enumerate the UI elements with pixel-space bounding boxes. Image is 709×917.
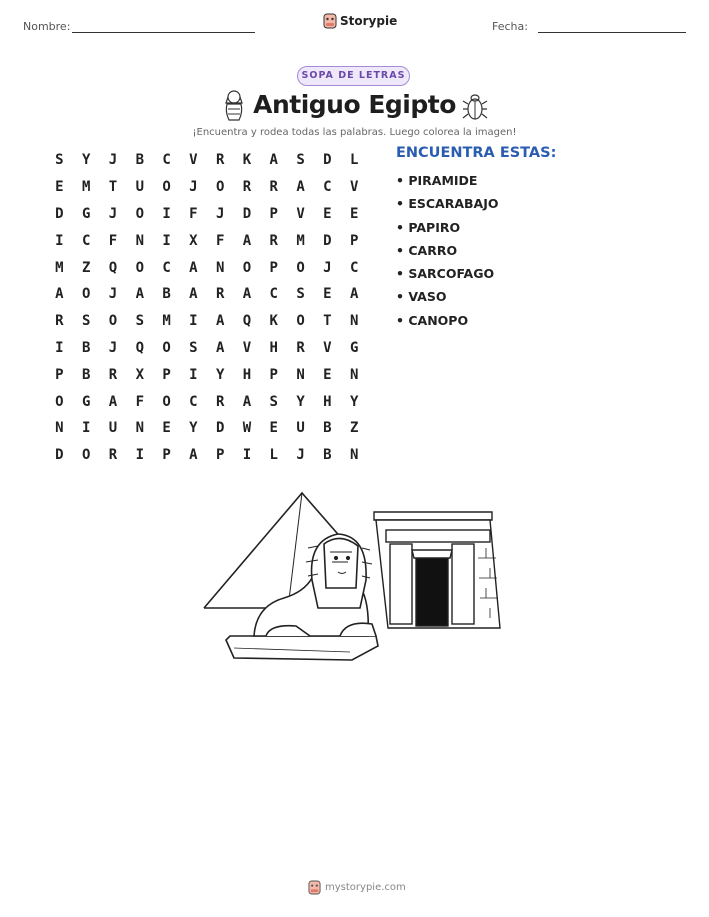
- grid-cell: K: [242, 152, 252, 169]
- grid-cell: J: [108, 205, 118, 222]
- date-line: [538, 32, 686, 33]
- grid-cell: P: [269, 259, 278, 276]
- grid-cell: F: [189, 205, 198, 222]
- grid-cell: N: [349, 366, 359, 383]
- grid-cell: E: [269, 420, 278, 437]
- word-list-item: • CANOPO: [396, 312, 469, 328]
- storypie-mascot-icon: [323, 13, 337, 29]
- grid-cell: N: [349, 447, 359, 464]
- grid-cell: N: [135, 420, 144, 437]
- grid-cell: O: [135, 205, 144, 222]
- grid-cell: O: [135, 259, 144, 276]
- page-title: Antiguo Egipto: [253, 90, 456, 119]
- word-list-item: • SARCOFAGO: [396, 266, 495, 282]
- grid-row: [46, 361, 368, 388]
- grid-cell: S: [189, 339, 198, 356]
- grid-cell: F: [135, 393, 144, 410]
- grid-cell: J: [108, 339, 118, 356]
- grid-cell: M: [55, 259, 64, 276]
- grid-cell: R: [269, 179, 278, 196]
- grid-cell: U: [108, 420, 118, 437]
- grid-cell: O: [162, 339, 171, 356]
- grid-cell: N: [135, 232, 144, 249]
- name-label: Nombre:: [23, 20, 71, 33]
- grid-cell: M: [162, 313, 171, 330]
- name-line: [72, 32, 255, 33]
- grid-cell: A: [296, 179, 305, 196]
- brand-logo: [323, 13, 397, 29]
- grid-cell: S: [269, 393, 278, 410]
- grid-cell: A: [242, 286, 252, 303]
- grid-cell: O: [55, 393, 64, 410]
- grid-cell: S: [55, 152, 64, 169]
- grid-cell: N: [55, 420, 64, 437]
- grid-cell: P: [269, 205, 278, 222]
- grid-cell: C: [349, 259, 359, 276]
- grid-cell: B: [323, 420, 332, 437]
- grid-cell: W: [242, 420, 252, 437]
- grid-row: [46, 442, 368, 469]
- grid-cell: N: [296, 366, 305, 383]
- grid-cell: F: [215, 232, 225, 249]
- grid-cell: X: [135, 366, 144, 383]
- grid-cell: D: [55, 447, 64, 464]
- grid-cell: C: [81, 232, 91, 249]
- word-list: [396, 172, 499, 335]
- grid-cell: S: [296, 286, 305, 303]
- word-list-item: • CARRO: [396, 242, 458, 258]
- grid-cell: Y: [189, 420, 198, 437]
- grid-cell: Z: [81, 259, 91, 276]
- grid-cell: O: [242, 259, 252, 276]
- grid-cell: B: [162, 286, 171, 303]
- grid-cell: A: [242, 393, 252, 410]
- grid-row: [46, 415, 368, 442]
- grid-row: [46, 308, 368, 335]
- grid-cell: D: [323, 232, 332, 249]
- grid-cell: Y: [81, 152, 91, 169]
- grid-cell: P: [162, 447, 171, 464]
- grid-cell: V: [296, 205, 305, 222]
- grid-cell: S: [296, 152, 305, 169]
- grid-cell: R: [269, 232, 278, 249]
- grid-cell: Q: [108, 259, 118, 276]
- grid-row: [46, 227, 368, 254]
- word-list-item: • ESCARABAJO: [396, 196, 499, 212]
- grid-cell: B: [135, 152, 144, 169]
- grid-cell: J: [108, 152, 118, 169]
- grid-cell: A: [269, 152, 278, 169]
- grid-cell: V: [349, 179, 359, 196]
- grid-cell: R: [215, 286, 225, 303]
- grid-cell: R: [108, 447, 118, 464]
- grid-cell: E: [323, 205, 332, 222]
- grid-cell: A: [349, 286, 359, 303]
- grid-cell: B: [81, 366, 91, 383]
- grid-cell: G: [349, 339, 359, 356]
- grid-cell: I: [162, 205, 171, 222]
- grid-cell: J: [215, 205, 225, 222]
- grid-cell: R: [215, 152, 225, 169]
- grid-cell: P: [162, 366, 171, 383]
- grid-cell: I: [135, 447, 144, 464]
- grid-cell: H: [269, 339, 278, 356]
- grid-cell: A: [189, 447, 198, 464]
- grid-cell: T: [108, 179, 118, 196]
- grid-cell: O: [215, 179, 225, 196]
- grid-cell: L: [269, 447, 278, 464]
- grid-cell: S: [135, 313, 144, 330]
- grid-cell: O: [108, 313, 118, 330]
- grid-cell: N: [215, 259, 225, 276]
- grid-row: [46, 174, 368, 201]
- grid-row: [46, 201, 368, 228]
- grid-cell: C: [323, 179, 332, 196]
- grid-cell: E: [349, 205, 359, 222]
- word-search-grid: [46, 147, 368, 469]
- word-list-title: ENCUENTRA ESTAS:: [396, 145, 557, 161]
- grid-cell: M: [81, 179, 91, 196]
- grid-cell: C: [189, 393, 198, 410]
- word-list-item: • VASO: [396, 289, 447, 305]
- grid-cell: L: [349, 152, 359, 169]
- grid-cell: I: [242, 447, 252, 464]
- grid-cell: I: [189, 313, 198, 330]
- grid-cell: I: [55, 232, 64, 249]
- grid-cell: I: [55, 339, 64, 356]
- word-list-item: • PIRAMIDE: [396, 173, 478, 188]
- brand-name: Storypie: [340, 14, 398, 28]
- grid-cell: A: [189, 259, 198, 276]
- grid-cell: C: [269, 286, 278, 303]
- grid-cell: Y: [349, 393, 359, 410]
- grid-cell: B: [81, 339, 91, 356]
- storypie-mascot-icon: [308, 880, 321, 895]
- grid-row: [46, 254, 368, 281]
- grid-cell: O: [81, 286, 91, 303]
- grid-cell: H: [323, 393, 332, 410]
- grid-cell: R: [108, 366, 118, 383]
- grid-cell: O: [162, 393, 171, 410]
- grid-cell: P: [215, 447, 225, 464]
- grid-cell: V: [189, 152, 198, 169]
- grid-cell: Q: [242, 313, 252, 330]
- grid-cell: R: [215, 393, 225, 410]
- sphinx-base: [226, 636, 378, 660]
- grid-cell: M: [296, 232, 305, 249]
- grid-cell: D: [215, 420, 225, 437]
- grid-cell: A: [108, 393, 118, 410]
- grid-cell: Y: [215, 366, 225, 383]
- grid-row: [46, 335, 368, 362]
- grid-cell: C: [162, 152, 171, 169]
- grid-cell: A: [135, 286, 144, 303]
- grid-cell: X: [189, 232, 198, 249]
- grid-cell: Y: [296, 393, 305, 410]
- grid-cell: O: [296, 313, 305, 330]
- scarab-icon: [462, 92, 488, 122]
- grid-cell: C: [162, 259, 171, 276]
- grid-cell: G: [81, 205, 91, 222]
- footer: [308, 880, 406, 895]
- grid-cell: A: [215, 339, 225, 356]
- grid-cell: U: [296, 420, 305, 437]
- grid-cell: R: [55, 313, 64, 330]
- grid-cell: D: [323, 152, 332, 169]
- grid-cell: A: [55, 286, 64, 303]
- grid-cell: F: [108, 232, 118, 249]
- grid-cell: J: [296, 447, 305, 464]
- grid-cell: H: [242, 366, 252, 383]
- grid-cell: N: [349, 313, 359, 330]
- grid-cell: I: [189, 366, 198, 383]
- grid-cell: V: [323, 339, 332, 356]
- grid-row: [46, 147, 368, 174]
- grid-cell: P: [269, 366, 278, 383]
- grid-cell: E: [162, 420, 171, 437]
- grid-cell: U: [135, 179, 144, 196]
- instructions: ¡Encuentra y rodea todas las palabras. Luego colorea la imagen!: [192, 127, 517, 138]
- grid-cell: O: [296, 259, 305, 276]
- activity-badge: SOPA DE LETRAS: [297, 66, 410, 86]
- grid-cell: V: [242, 339, 252, 356]
- sphinx-pyramid-temple-illustration: [200, 488, 510, 668]
- grid-cell: A: [242, 232, 252, 249]
- grid-cell: D: [242, 205, 252, 222]
- grid-cell: J: [189, 179, 198, 196]
- grid-cell: B: [323, 447, 332, 464]
- grid-cell: P: [349, 232, 359, 249]
- grid-row: [46, 388, 368, 415]
- grid-cell: S: [81, 313, 91, 330]
- grid-cell: K: [269, 313, 278, 330]
- grid-cell: A: [189, 286, 198, 303]
- grid-cell: J: [108, 286, 118, 303]
- grid-cell: E: [323, 286, 332, 303]
- word-list-item: • PAPIRO: [396, 219, 461, 235]
- grid-cell: D: [55, 205, 64, 222]
- grid-cell: R: [296, 339, 305, 356]
- grid-cell: E: [323, 366, 332, 383]
- grid-cell: R: [242, 179, 252, 196]
- grid-cell: T: [323, 313, 332, 330]
- temple: [374, 512, 500, 628]
- sphinx: [254, 534, 376, 636]
- grid-cell: P: [55, 366, 64, 383]
- footer-url: mystorypie.com: [325, 882, 406, 893]
- grid-cell: A: [215, 313, 225, 330]
- grid-cell: O: [81, 447, 91, 464]
- grid-cell: Z: [349, 420, 359, 437]
- grid-cell: I: [81, 420, 91, 437]
- grid-cell: J: [323, 259, 332, 276]
- grid-cell: O: [162, 179, 171, 196]
- grid-cell: E: [55, 179, 64, 196]
- grid-cell: G: [81, 393, 91, 410]
- date-label: Fecha:: [492, 20, 528, 33]
- grid-row: [46, 281, 368, 308]
- grid-cell: I: [162, 232, 171, 249]
- grid-cell: Q: [135, 339, 144, 356]
